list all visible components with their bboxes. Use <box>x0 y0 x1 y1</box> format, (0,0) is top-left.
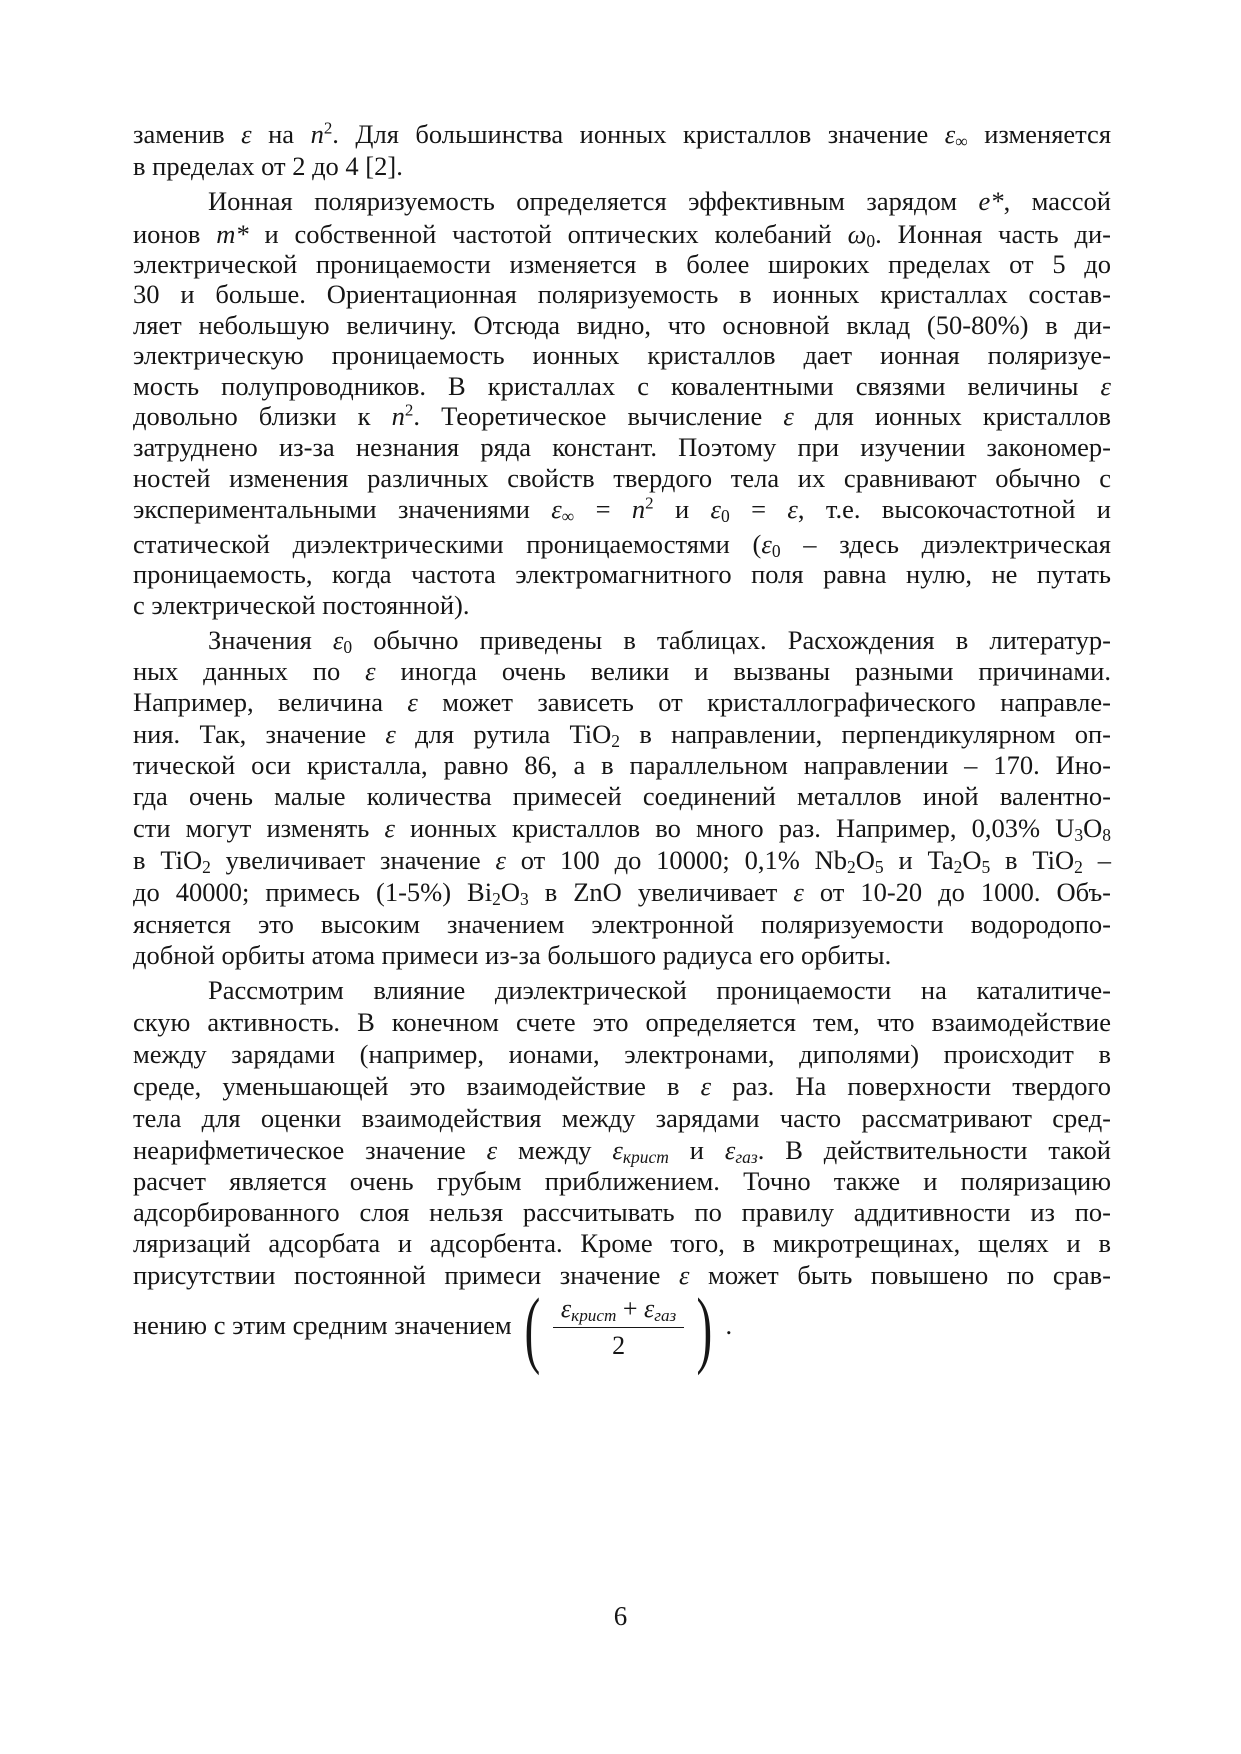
subscript: 2 <box>202 856 211 877</box>
subscript: 3 <box>519 888 529 909</box>
math-symbol: ε <box>551 494 562 524</box>
math-symbol: ε <box>332 625 344 655</box>
math-symbol: ε <box>783 401 794 431</box>
text-run: между зарядами (например, ионами, электронами, диполями) происходит в <box>133 1039 1111 1069</box>
formula-denominator: 2 <box>612 1331 626 1361</box>
text-run: изменяется <box>967 119 1112 149</box>
math-symbol: ε <box>678 1260 690 1290</box>
math-symbol: ε <box>761 529 772 559</box>
text-run: между <box>497 1135 613 1165</box>
math-symbol: n <box>310 119 324 149</box>
math-symbol: ε <box>787 494 798 524</box>
text-run: электрической проницаемости изменяется в более широких пределах от 5 до <box>133 249 1111 279</box>
math-symbol: ε <box>1100 371 1111 401</box>
text-run: добной орбиты атома примеси из-за большого радиуса его орбиты. <box>133 940 892 970</box>
text-run: – здесь диэлектрическая <box>780 529 1111 559</box>
subscript: 5 <box>874 856 884 877</box>
math-symbol: ε <box>724 1135 736 1165</box>
text-run: Рассмотрим влияние диэлектрической проницаемости на каталитиче- <box>208 975 1111 1005</box>
text-run: в пределах от 2 до 4 [2]. <box>133 151 403 181</box>
text-run: довольно близки к <box>133 401 392 431</box>
text-run: Значения <box>208 625 333 655</box>
superscript: 2 <box>404 400 414 420</box>
math-symbol: m* <box>216 219 249 249</box>
text-run: , массой <box>1003 186 1111 216</box>
text-run: увеличивает значение <box>210 845 496 875</box>
text-run: обычно приведены в таблицах. Расхождения в литератур- <box>352 625 1111 655</box>
math-symbol: ε <box>700 1071 712 1101</box>
formula-fraction <box>553 1292 684 1363</box>
math-symbol: ε <box>384 813 395 843</box>
subscript: 2 <box>953 856 963 877</box>
text-run: O <box>855 845 875 875</box>
formula-line-tail: . <box>725 1310 733 1340</box>
text-run: ясняется это высоким значением электронной поляризуемости водородопо- <box>133 909 1111 939</box>
text-run: – <box>1082 845 1111 875</box>
text-run: . Ионная часть ди- <box>875 219 1111 249</box>
text-run: для рутила TiO <box>395 719 612 749</box>
text-run: . В действительности такой <box>757 1135 1111 1165</box>
text-run: до 40000; примесь (1-5%) Bi <box>133 877 493 907</box>
subscript: 2 <box>611 730 621 751</box>
text-run: экспериментальными значениями <box>133 494 552 524</box>
text-run: иногда очень велики и вызваны разными причинами. <box>375 656 1111 686</box>
text-run: . Теоретическое вычисление <box>413 401 784 431</box>
subscript: 2 <box>492 888 501 909</box>
text-run: для ионных кристаллов <box>793 401 1111 431</box>
text-run: = <box>729 494 788 524</box>
text-run: ионных кристаллов во много раз. Например, 0,03% U <box>394 813 1075 843</box>
math-symbol: ω <box>847 219 867 249</box>
text-run: гда очень малые количества примесей соединений металлов иной валентно- <box>133 781 1111 811</box>
text-run: неарифметическое значение <box>133 1135 487 1165</box>
superscript: 2 <box>323 118 333 138</box>
text-run: Ионная поляризуемость определяется эффективным зарядом <box>208 186 979 216</box>
text-run: с электрической постоянной). <box>133 590 470 620</box>
text-run: может быть повышено по срав- <box>689 1260 1111 1290</box>
math-symbol: ε <box>385 719 396 749</box>
text-run: 30 и больше. Ориентационная поляризуемость в ионных кристаллах состав- <box>133 279 1111 309</box>
subscript: 2 <box>847 856 856 877</box>
text-run: ляет небольшую величину. Отсюда видно, что основной вклад (50-80%) в ди- <box>133 310 1111 340</box>
math-symbol: ε <box>612 1135 623 1165</box>
math-symbol: ε <box>644 1294 655 1324</box>
subscript: крист <box>622 1146 669 1167</box>
subscript: газ <box>735 1146 758 1167</box>
text-run: . Для большинства ионных кристаллов значение <box>332 119 945 149</box>
text-run: = <box>574 494 632 524</box>
math-symbol: ε <box>241 119 252 149</box>
text-line <box>133 489 1111 529</box>
text-run: может зависеть от кристаллографического направле- <box>417 687 1111 717</box>
subscript: 0 <box>771 540 781 561</box>
math-symbol: n <box>391 401 405 431</box>
text-run: в направлении, перпендикулярном оп- <box>620 719 1111 749</box>
text-run: заменив <box>133 119 242 149</box>
formula-left-paren: ( <box>524 1279 541 1376</box>
text-run: и собственной частотой оптических колебаний <box>248 219 848 249</box>
text-run: среде, уменьшающей это взаимодействие в <box>133 1071 701 1101</box>
math-symbol: ε <box>495 845 506 875</box>
formula-numerator <box>553 1292 684 1328</box>
subscript: 5 <box>981 856 991 877</box>
math-symbol: ε <box>407 687 418 717</box>
subscript: 3 <box>1074 824 1084 845</box>
text-line <box>133 585 1111 625</box>
subscript: 0 <box>866 230 876 251</box>
text-run: ляризаций адсорбата и адсорбента. Кроме того, в микротрещинах, щелях и в <box>133 1228 1111 1258</box>
subscript: 0 <box>720 505 730 526</box>
subscript: 0 <box>343 636 353 657</box>
text-run: O <box>1083 813 1103 843</box>
text-run: проницаемость, когда частота электромагнитного поля равна нулю, не путать <box>133 559 1111 589</box>
formula-line-text: нению с этим средним значением <box>133 1310 512 1340</box>
mean-permittivity-formula <box>518 1279 725 1376</box>
math-symbol: ε <box>793 877 804 907</box>
text-run: и Ta <box>883 845 954 875</box>
text-run: и <box>668 1135 725 1165</box>
text-run: в TiO <box>990 845 1075 875</box>
text-run: расчет является очень грубым приближением. Точно также и поляризацию <box>133 1166 1111 1196</box>
text-run: затруднено из-за незнания ряда констант. Поэтому при изучении закономер- <box>133 432 1111 462</box>
text-run: и <box>653 494 711 524</box>
text-run: ностей изменения различных свойств твердого тела их сравнивают обычно с <box>133 463 1111 493</box>
text-run: мость полупроводников. В кристаллах с ковалентными связями величины <box>133 371 1101 401</box>
math-symbol: ε <box>486 1135 498 1165</box>
text-run: Например, величина <box>133 687 408 717</box>
subscript: газ <box>654 1306 677 1326</box>
formula-line <box>133 1279 733 1376</box>
text-run: от 10-20 до 1000. Объ- <box>803 877 1112 907</box>
math-symbol: e* <box>978 186 1004 216</box>
text-run: + <box>616 1294 645 1324</box>
text-run: скую активность. В конечном счете это определяется тем, что взаимодействие <box>133 1007 1111 1037</box>
math-symbol: ε <box>560 1294 572 1324</box>
text-run: ния. Так, значение <box>133 719 386 749</box>
text-run: в ZnO увеличивает <box>528 877 794 907</box>
text-run: тической оси кристалла, равно 86, а в параллельном направлении – 170. Ино- <box>133 750 1111 780</box>
formula-right-paren: ) <box>696 1279 713 1376</box>
text-run: O <box>962 845 982 875</box>
math-symbol: ε <box>365 656 376 686</box>
text-run: ных данных по <box>133 656 366 686</box>
subscript: 8 <box>1102 824 1111 845</box>
subscript: 2 <box>1074 856 1083 877</box>
math-symbol: ε <box>710 494 721 524</box>
math-symbol: ε <box>944 119 956 149</box>
text-run: электрическую проницаемость ионных кристаллов дает ионная поляризуе- <box>133 340 1111 370</box>
text-run: в TiO <box>133 845 203 875</box>
text-run: , т.е. высокочастотной и <box>797 494 1111 524</box>
text-run: на <box>251 119 311 149</box>
text-run: тела для оценки взаимодействия между зарядами часто рассматривают сред- <box>133 1103 1111 1133</box>
text-run: O <box>500 877 520 907</box>
page-number: 6 <box>613 1601 628 1631</box>
text-run: сти могут изменять <box>133 813 385 843</box>
subscript: ∞ <box>561 505 575 526</box>
text-line <box>133 935 1111 975</box>
text-run: от 100 до 10000; 0,1% Nb <box>505 845 848 875</box>
text-run: присутствии постоянной примеси значение <box>133 1260 679 1290</box>
math-symbol: n <box>631 494 646 524</box>
text-run: раз. На поверхности твердого <box>711 1071 1111 1101</box>
text-run: статической диэлектрическими проницаемостями ( <box>133 529 762 559</box>
subscript: крист <box>571 1306 617 1326</box>
text-run: ионов <box>133 219 217 249</box>
subscript: ∞ <box>955 130 968 151</box>
text-line <box>133 146 1111 186</box>
superscript: 2 <box>645 493 654 513</box>
text-run: адсорбированного слоя нельзя рассчитывать по правилу аддитивности из по- <box>133 1197 1111 1227</box>
